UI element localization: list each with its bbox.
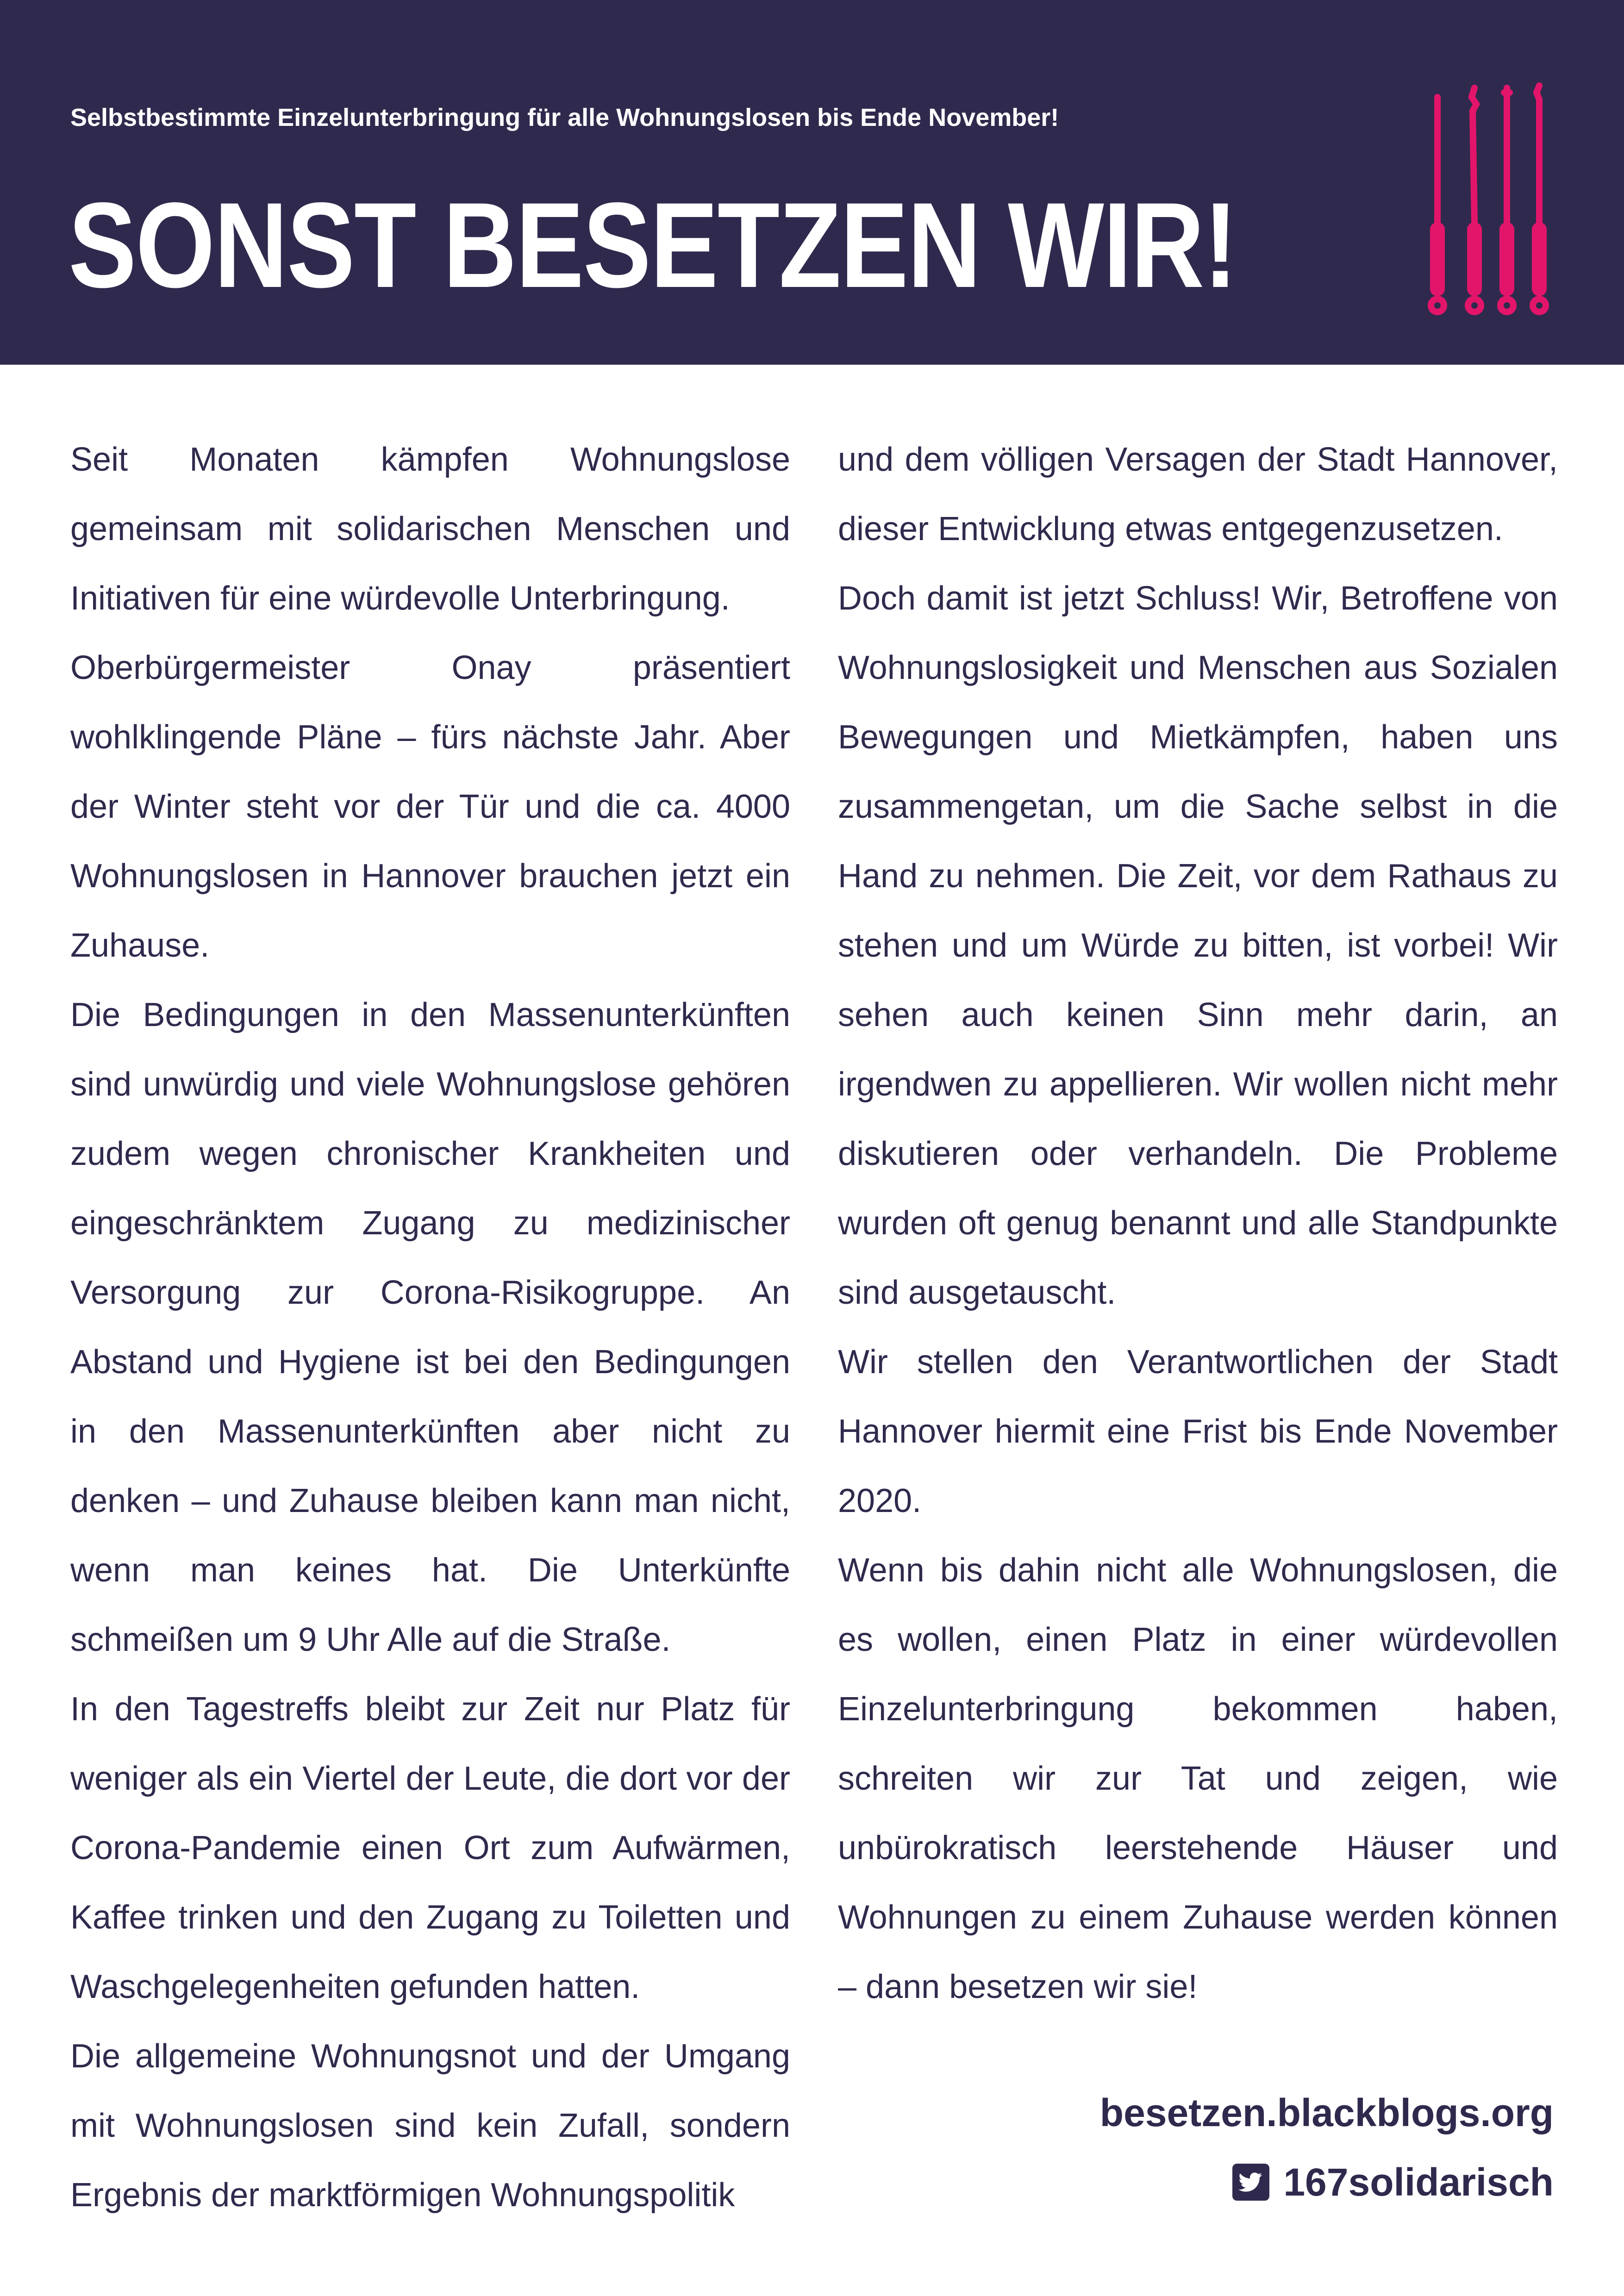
header-banner	[0, 0, 1624, 365]
website-link[interactable]: besetzen.blackblogs.org	[1099, 2091, 1554, 2134]
paragraph: Doch damit ist jetzt Schluss! Wir, Betroffene von Wohnungslosigkeit und Menschen aus Sozialen Bewegungen und Mietkämpfen, haben uns zusammengetan, um die Sache selbst in die Hand zu nehmen. Die Zeit, vor dem Rathaus zu stehen und um Würde zu bitten, ist vorbei! Wir sehen auch keinen Sinn mehr darin, an irgendwen zu appellieren. Wir wollen nicht mehr diskutieren oder verhandeln. Die Probleme wurden oft genug benannt und alle Standpunkte sind ausgetauscht.	[838, 580, 1558, 1311]
twitter-icon	[1232, 2164, 1269, 2201]
paragraph: Oberbürgermeister Onay präsentiert wohlklingende Pläne – fürs nächste Jahr. Aber der Winter steht vor der Tür und die ca. 4000 Wohnungslosen in Hannover brauchen jetzt ein Zuhause.	[70, 649, 790, 964]
text-column-left	[70, 425, 790, 2214]
subtitle: Selbstbestimmte Einzelunterbringung für alle Wohnungslosen bis Ende November!	[70, 104, 1059, 131]
lockpicks-icon	[1424, 79, 1553, 319]
paragraph: und dem völligen Versagen der Stadt Hannover, dieser Entwicklung etwas entgegenzusetzen.	[838, 441, 1558, 548]
paragraph: Wenn bis dahin nicht alle Wohnungslosen, die es wollen, einen Platz in einer würdevollen Einzelunterbringung bekommen haben, schreiten wir zur Tat und zeigen, wie unbürokratisch leerstehende Häuser und Wohnungen zu einem Zuhause werden können – dann besetzen wir sie!	[838, 1552, 1558, 2005]
paragraph: Die allgemeine Wohnungsnot und der Umgang mit Wohnungslosen sind kein Zufall, sondern Ergebnis der marktförmigen Wohnungspolitik	[70, 2038, 790, 2214]
paragraph: Seit Monaten kämpfen Wohnungslose gemeinsam mit solidarischen Menschen und Initiativen für eine würdevolle Unterbringung.	[70, 441, 790, 617]
twitter-handle[interactable]: 167solidarisch	[1283, 2160, 1554, 2204]
page-title: SONST BESETZEN WIR!	[69, 177, 1237, 313]
footer	[1100, 2078, 1554, 2217]
paragraph: In den Tagestreffs bleibt zur Zeit nur Platz für weniger als ein Viertel der Leute, die dort vor der Corona-Pandemie einen Ort zum Aufwärmen, Kaffee trinken und den Zugang zu Toiletten und Waschgelegenheiten gefunden hatten.	[70, 1691, 790, 2005]
text-column-right	[838, 425, 1558, 2207]
paragraph: Die Bedingungen in den Massenunterkünften sind unwürdig und viele Wohnungslose gehören zudem wegen chronischer Krankheiten und eingeschränktem Zugang zu medizinischer Versorgung zur Corona-Risikogruppe. An Abstand und Hygiene ist bei den Bedingungen in den Massenunterkünften aber nicht zu denken – und Zuhause bleiben kann man nicht, wenn man keines hat. Die Unterkünfte schmeißen um 9 Uhr Alle auf die Straße.	[70, 996, 790, 1658]
paragraph: Wir stellen den Verantwortlichen der Stadt Hannover hiermit eine Frist bis Ende November 2020.	[838, 1344, 1558, 1519]
